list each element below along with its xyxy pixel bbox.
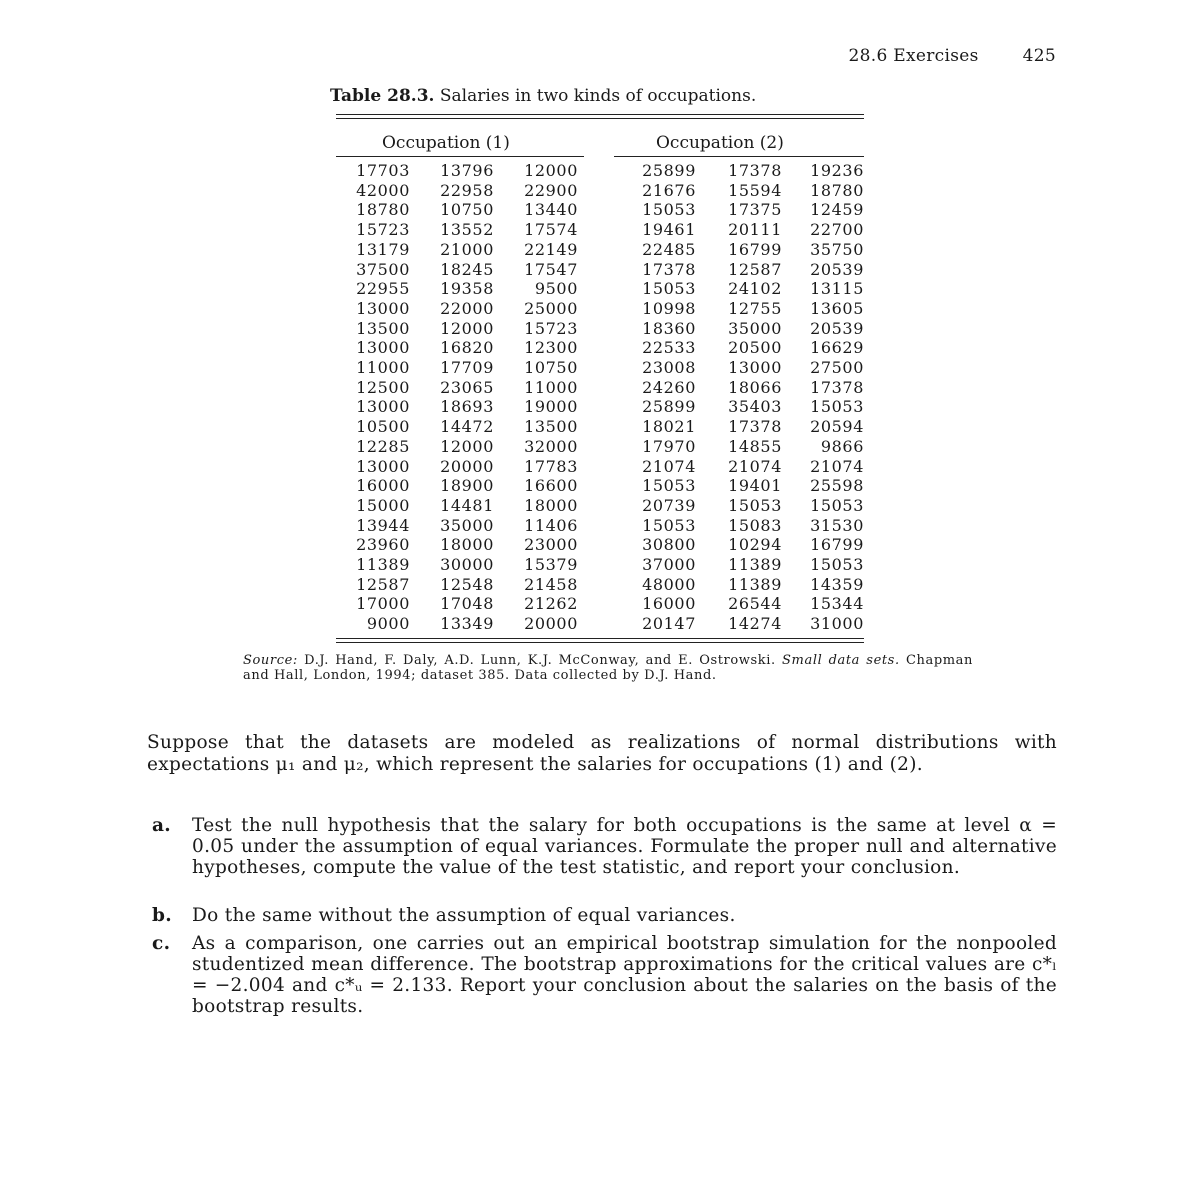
occupation-1-cell: 18900 xyxy=(440,476,494,496)
occupation-2-cell: 15053 xyxy=(642,515,696,535)
table-row xyxy=(336,358,864,378)
occupation-1-cell: 22900 xyxy=(524,180,578,200)
column-gap xyxy=(578,437,614,457)
occupation-1-cell: 12285 xyxy=(356,436,410,456)
occupation-1-cell: 12587 xyxy=(356,574,410,594)
column-gap xyxy=(578,200,614,220)
occupation-1-cell: 22958 xyxy=(440,180,494,200)
occupation-2-cell: 37000 xyxy=(642,555,696,575)
table-row xyxy=(336,594,864,614)
occupation-1-cell: 13552 xyxy=(440,220,494,240)
table-row xyxy=(336,457,864,477)
occupation-2-cell: 20539 xyxy=(810,259,864,279)
occupation-1-cell: 22955 xyxy=(356,279,410,299)
occupation-2-cell: 17970 xyxy=(642,436,696,456)
occupation-1-cell: 16820 xyxy=(440,338,494,358)
occupation-2-cell: 15053 xyxy=(728,495,782,515)
table-row xyxy=(336,476,864,496)
occupation-1-cell: 20000 xyxy=(440,456,494,476)
column-gap xyxy=(578,614,614,634)
occupation-2-cell: 11389 xyxy=(728,555,782,575)
table-caption-text: Salaries in two kinds of occupations. xyxy=(439,86,757,106)
column-gap xyxy=(578,220,614,240)
occupation-2-cell: 16799 xyxy=(728,239,782,259)
occupation-2-cell: 17378 xyxy=(728,417,782,437)
occupation-1-cell: 10750 xyxy=(524,358,578,378)
item-label: c. xyxy=(152,933,171,954)
occupation-2-cell: 13000 xyxy=(728,358,782,378)
occupation-1-cell: 11000 xyxy=(356,358,410,378)
table-header xyxy=(336,119,864,157)
occupation-1-cell: 16600 xyxy=(524,476,578,496)
table-row xyxy=(336,319,864,339)
table-bottom-rule xyxy=(336,638,864,643)
occupation-2-cell: 19401 xyxy=(728,476,782,496)
table-row xyxy=(336,417,864,437)
occupation-1-cell: 13000 xyxy=(356,456,410,476)
occupation-2-cell: 18021 xyxy=(642,417,696,437)
column-gap xyxy=(578,338,614,358)
occupation-1-cell: 12000 xyxy=(440,318,494,338)
occupation-2-cell: 9866 xyxy=(820,436,864,456)
occupation-2-cell: 17378 xyxy=(642,259,696,279)
column-gap xyxy=(578,319,614,339)
column-gap xyxy=(578,260,614,280)
occupation-1-cell: 37500 xyxy=(356,259,410,279)
source-title: Small data sets. xyxy=(782,653,900,668)
occupation-1-cell: 17783 xyxy=(524,456,578,476)
occupation-2-cell: 15053 xyxy=(642,200,696,220)
occupation-1-cell: 12500 xyxy=(356,377,410,397)
column-gap xyxy=(578,240,614,260)
occupation-2-cell: 20539 xyxy=(810,318,864,338)
table-row xyxy=(336,614,864,634)
occupation-2-cell: 18066 xyxy=(728,377,782,397)
source-authors: D.J. Hand, F. Daly, A.D. Lunn, K.J. McConway, and E. Ostrowski. xyxy=(304,653,776,668)
occupation-1-cell: 17574 xyxy=(524,220,578,240)
column-gap xyxy=(578,181,614,201)
occupation-1-cell: 12300 xyxy=(524,338,578,358)
occupation-2-cell: 15053 xyxy=(810,555,864,575)
occupation-1-cell: 30000 xyxy=(440,555,494,575)
table-row xyxy=(336,161,864,181)
occupation-1-cell: 42000 xyxy=(356,180,410,200)
table-row xyxy=(336,200,864,220)
table-row xyxy=(336,338,864,358)
occupation-2-cell: 16000 xyxy=(642,594,696,614)
item-text: As a comparison, one carries out an empirical bootstrap simulation for the nonpooled studentized mean difference. The bootstrap approximations for the critical values are c*ₗ = −2.004 and c*ᵤ = 2.133. Report your conclusion about the salaries on the basis of the bootstrap results. xyxy=(192,933,1057,1017)
occupation-1-cell: 13000 xyxy=(356,397,410,417)
occupation-1-cell: 14472 xyxy=(440,417,494,437)
column-gap xyxy=(578,299,614,319)
column-gap xyxy=(578,594,614,614)
occupation-2-cell: 21074 xyxy=(810,456,864,476)
occupation-2-cell: 10998 xyxy=(642,298,696,318)
table-row xyxy=(336,260,864,280)
occupation-1-cell: 12000 xyxy=(524,161,578,180)
occupation-2-cell: 19461 xyxy=(642,220,696,240)
occupation-1-cell: 9500 xyxy=(534,279,578,299)
column-gap xyxy=(578,378,614,398)
occupation-2-cell: 18780 xyxy=(810,180,864,200)
occupation-2-cell: 15083 xyxy=(728,515,782,535)
occupation-2-cell: 21676 xyxy=(642,180,696,200)
running-head xyxy=(849,46,1056,66)
occupation-2-cell: 35750 xyxy=(810,239,864,259)
occupation-2-cell: 17378 xyxy=(728,161,782,180)
occupation-1-cell: 10500 xyxy=(356,417,410,437)
occupation-1-cell: 17000 xyxy=(356,594,410,614)
column-gap xyxy=(578,476,614,496)
occupation-2-cell: 15053 xyxy=(642,476,696,496)
occupation-2-cell: 19236 xyxy=(810,161,864,180)
occupation-1-cell: 25000 xyxy=(524,298,578,318)
occupation-1-cell: 22149 xyxy=(524,239,578,259)
item-label: a. xyxy=(152,815,172,836)
occupation-1-cell: 23000 xyxy=(524,535,578,555)
column-gap xyxy=(578,397,614,417)
table-caption-label: Table 28.3. xyxy=(330,86,435,106)
salary-data xyxy=(336,161,864,634)
table-row xyxy=(336,575,864,595)
occupation-1-cell: 18780 xyxy=(356,200,410,220)
occupation-2-cell: 12587 xyxy=(728,259,782,279)
occupation-2-cell: 27500 xyxy=(810,358,864,378)
occupation-1-cell: 23960 xyxy=(356,535,410,555)
occupation-1-cell: 13796 xyxy=(440,161,494,180)
occupation-2-cell: 12755 xyxy=(728,298,782,318)
occupation-1-cell: 20000 xyxy=(524,614,578,634)
occupation-1-cell: 17048 xyxy=(440,594,494,614)
occupation-1-cell: 15723 xyxy=(524,318,578,338)
table-row xyxy=(336,299,864,319)
occupation-1-cell: 9000 xyxy=(366,614,410,634)
occupation-2-cell: 13605 xyxy=(810,298,864,318)
table-row xyxy=(336,496,864,516)
column-gap xyxy=(578,575,614,595)
salary-table xyxy=(336,114,864,643)
occupation-2-cell: 22485 xyxy=(642,239,696,259)
occupation-1-cell: 11000 xyxy=(524,377,578,397)
occupation-2-cell: 24260 xyxy=(642,377,696,397)
table-row xyxy=(336,437,864,457)
occupation-1-cell: 15379 xyxy=(524,555,578,575)
table-row xyxy=(336,397,864,417)
occupation-1-cell: 13000 xyxy=(356,338,410,358)
occupation-1-cell: 35000 xyxy=(440,515,494,535)
occupation-1-cell: 21458 xyxy=(524,574,578,594)
header-underline-1 xyxy=(336,156,584,157)
table-caption xyxy=(330,86,756,106)
occupation-1-cell: 13179 xyxy=(356,239,410,259)
occupation-1-cell: 13349 xyxy=(440,614,494,634)
occupation-2-cell: 12459 xyxy=(810,200,864,220)
occupation-1-cell: 10750 xyxy=(440,200,494,220)
table-row xyxy=(336,555,864,575)
occupation-1-cell: 18245 xyxy=(440,259,494,279)
occupation-2-cell: 30800 xyxy=(642,535,696,555)
occupation-2-cell: 23008 xyxy=(642,358,696,378)
occupation-1-cell: 19000 xyxy=(524,397,578,417)
occupation-1-cell: 13500 xyxy=(356,318,410,338)
occupation-1-cell: 15000 xyxy=(356,495,410,515)
intro-paragraph: Suppose that the datasets are modeled as realizations of normal distributions with expectations μ₁ and μ₂, which represent the salaries for occupations (1) and (2). xyxy=(147,732,1057,775)
occupation-1-cell: 13440 xyxy=(524,200,578,220)
occupation-1-cell: 17547 xyxy=(524,259,578,279)
occupation-1-cell: 23065 xyxy=(440,377,494,397)
header-underline-2 xyxy=(614,156,864,157)
occupation-2-cell: 25899 xyxy=(642,161,696,180)
occupation-1-header: Occupation (1) xyxy=(382,133,510,153)
column-gap xyxy=(578,161,614,181)
occupation-2-cell: 11389 xyxy=(728,574,782,594)
occupation-1-cell: 13944 xyxy=(356,515,410,535)
occupation-2-cell: 17375 xyxy=(728,200,782,220)
occupation-2-cell: 25899 xyxy=(642,397,696,417)
occupation-2-cell: 16799 xyxy=(810,535,864,555)
occupation-1-cell: 15723 xyxy=(356,220,410,240)
column-gap xyxy=(578,457,614,477)
occupation-2-cell: 13115 xyxy=(810,279,864,299)
occupation-1-cell: 18000 xyxy=(524,495,578,515)
table-row xyxy=(336,240,864,260)
occupation-2-cell: 20111 xyxy=(728,220,782,240)
occupation-2-cell: 31000 xyxy=(810,614,864,634)
exercise-item-b xyxy=(152,905,1057,926)
source-rest: Chapman and Hall, London, 1994; dataset 385. Data collected by D.J. Hand. xyxy=(243,653,974,683)
occupation-2-cell: 15594 xyxy=(728,180,782,200)
table-row xyxy=(336,378,864,398)
occupation-2-cell: 20594 xyxy=(810,417,864,437)
column-gap xyxy=(578,279,614,299)
column-gap xyxy=(578,516,614,536)
occupation-2-cell: 48000 xyxy=(642,574,696,594)
occupation-2-header: Occupation (2) xyxy=(656,133,784,153)
occupation-1-cell: 12548 xyxy=(440,574,494,594)
occupation-2-cell: 21074 xyxy=(642,456,696,476)
table-source xyxy=(243,653,973,683)
occupation-2-cell: 15053 xyxy=(642,279,696,299)
occupation-2-cell: 16629 xyxy=(810,338,864,358)
occupation-2-cell: 22533 xyxy=(642,338,696,358)
occupation-1-cell: 17709 xyxy=(440,358,494,378)
occupation-1-cell: 14481 xyxy=(440,495,494,515)
occupation-2-cell: 35000 xyxy=(728,318,782,338)
occupation-1-cell: 18693 xyxy=(440,397,494,417)
occupation-1-cell: 22000 xyxy=(440,298,494,318)
occupation-1-cell: 19358 xyxy=(440,279,494,299)
occupation-2-cell: 17378 xyxy=(810,377,864,397)
occupation-1-cell: 13500 xyxy=(524,417,578,437)
occupation-1-cell: 11406 xyxy=(524,515,578,535)
occupation-2-cell: 24102 xyxy=(728,279,782,299)
occupation-1-cell: 18000 xyxy=(440,535,494,555)
occupation-2-cell: 20147 xyxy=(642,614,696,634)
occupation-2-cell: 15344 xyxy=(810,594,864,614)
occupation-1-cell: 21262 xyxy=(524,594,578,614)
occupation-2-cell: 14274 xyxy=(728,614,782,634)
table-row xyxy=(336,220,864,240)
occupation-2-cell: 21074 xyxy=(728,456,782,476)
item-text: Test the null hypothesis that the salary for both occupations is the same at level α = 0.05 under the assumption of equal variances. Formulate the proper null and alternative hypotheses, compute the value of the test statistic, and report your conclusion. xyxy=(192,815,1057,878)
table-row xyxy=(336,516,864,536)
occupation-2-cell: 18360 xyxy=(642,318,696,338)
occupation-2-cell: 22700 xyxy=(810,220,864,240)
occupation-1-cell: 16000 xyxy=(356,476,410,496)
exercise-item-c xyxy=(152,933,1057,1017)
column-gap xyxy=(578,496,614,516)
column-gap xyxy=(578,535,614,555)
table-row xyxy=(336,535,864,555)
table-row xyxy=(336,181,864,201)
occupation-1-cell: 17703 xyxy=(356,161,410,180)
occupation-1-cell: 11389 xyxy=(356,555,410,575)
occupation-1-cell: 32000 xyxy=(524,436,578,456)
occupation-2-cell: 14359 xyxy=(810,574,864,594)
occupation-2-cell: 35403 xyxy=(728,397,782,417)
occupation-2-cell: 15053 xyxy=(810,397,864,417)
section-title: 28.6 Exercises xyxy=(848,46,979,66)
occupation-2-cell: 15053 xyxy=(810,495,864,515)
column-gap xyxy=(578,358,614,378)
column-gap xyxy=(578,417,614,437)
occupation-2-cell: 20500 xyxy=(728,338,782,358)
occupation-2-cell: 14855 xyxy=(728,436,782,456)
occupation-1-cell: 12000 xyxy=(440,436,494,456)
occupation-1-cell: 21000 xyxy=(440,239,494,259)
column-gap xyxy=(578,555,614,575)
occupation-2-cell: 26544 xyxy=(728,594,782,614)
occupation-1-cell: 13000 xyxy=(356,298,410,318)
occupation-2-cell: 20739 xyxy=(642,495,696,515)
source-label: Source: xyxy=(243,653,298,668)
table-row xyxy=(336,279,864,299)
occupation-2-cell: 10294 xyxy=(728,535,782,555)
occupation-2-cell: 25598 xyxy=(810,476,864,496)
exercise-item-a xyxy=(152,815,1057,878)
page-number: 425 xyxy=(1022,46,1056,66)
item-label: b. xyxy=(152,905,172,926)
occupation-2-cell: 31530 xyxy=(810,515,864,535)
item-text: Do the same without the assumption of equal variances. xyxy=(192,905,736,926)
